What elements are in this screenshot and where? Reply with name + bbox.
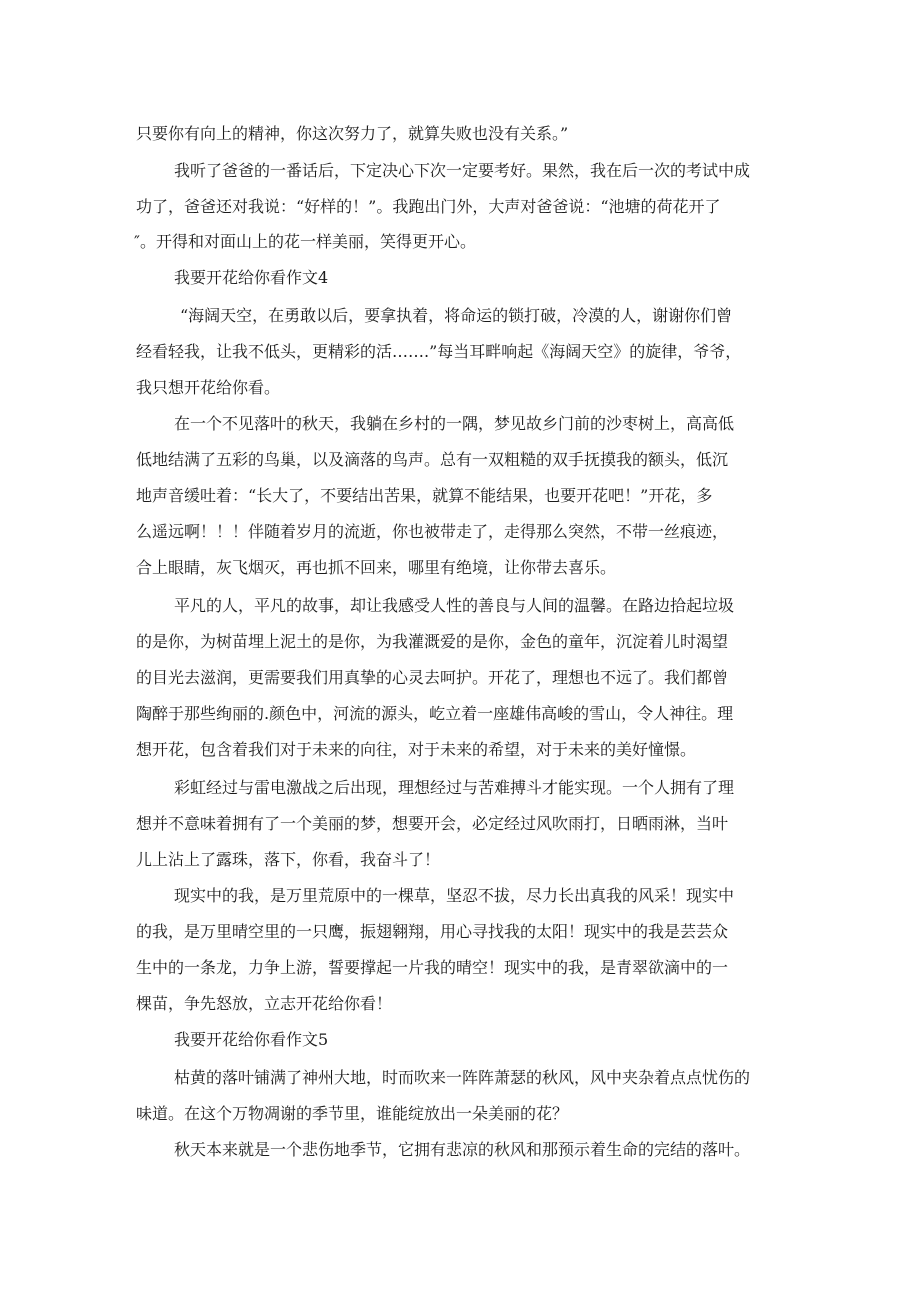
text-line: 儿上沾上了露珠，落下，你看，我奋斗了！ [136, 850, 441, 869]
text-line: 在一个不见落叶的秋天，我躺在乡村的一隅，梦见故乡门前的沙枣树上，高高低 [174, 414, 735, 433]
text-line: 的我，是万里晴空里的一只鹰，振翅翱翔，用心寻找我的太阳！现实中的我是芸芸众 [136, 922, 729, 941]
text-line: ″。开得和对面山上的花一样美丽，笑得更开心。 [134, 232, 476, 251]
text-line: 的是你，为树苗埋上泥土的是你，为我灌溉爱的是你，金色的童年，沉淀着儿时渴望 [136, 632, 729, 651]
text-line: 想开花，包含着我们对于未来的向往，对于未来的希望，对于未来的美好憧憬。 [136, 740, 697, 759]
text-line: 秋天本来就是一个悲伤地季节，它拥有悲凉的秋风和那预示着生命的完结的落叶。 [174, 1140, 751, 1159]
text-line: 平凡的人，平凡的故事，却让我感受人性的善良与人间的温馨。在路边拾起垃圾 [174, 596, 735, 615]
text-line: 么遥远啊！！！伴随着岁月的流逝，你也被带走了，走得那么突然，不带一丝痕迹， [136, 522, 729, 541]
section-heading: 我要开花给你看作文4 [174, 268, 329, 287]
text-line: 低地结满了五彩的鸟巢，以及滴落的鸟声。总有一双粗糙的双手抚摸我的额头，低沉 [136, 450, 729, 469]
text-line: 我听了爸爸的一番话后，下定决心下次一定要考好。果然，我在后一次的考试中成 [174, 161, 751, 180]
text-line: “海阔天空，在勇敢以后，要拿执着，将命运的锁打破，冷漠的人，谢谢你们曾 [180, 306, 733, 325]
text-line: 现实中的我，是万里荒原中的一棵草，坚忍不拔，尽力长出真我的风采！现实中 [174, 886, 735, 905]
text-line: 生中的一条龙，力争上游，誓要撑起一片我的晴空！现实中的我，是青翠欲滴中的一 [136, 958, 729, 977]
text-line: 的目光去滋润，更需要我们用真挚的心灵去呵护。开花了，理想也不远了。我们都曾 [136, 668, 729, 687]
text-line: 只要你有向上的精神，你这次努力了，就算失败也没有关系。” [136, 124, 569, 143]
text-line: 经看轻我，让我不低头，更精彩的活…….”每当耳畔响起《海阔天空》的旋律，爷爷， [136, 342, 742, 361]
text-line: 陶醉于那些绚丽的.颜色中，河流的源头，屹立着一座雄伟高峻的雪山，令人神往。理 [136, 704, 734, 723]
section-heading: 我要开花给你看作文5 [174, 1030, 329, 1049]
text-line: 功了，爸爸还对我说：“好样的！”。我跑出门外，大声对爸爸说：“池塘的荷花开了 [136, 197, 721, 216]
text-line: 合上眼睛，灰飞烟灭，再也抓不回来，哪里有绝境，让你带去喜乐。 [136, 558, 617, 577]
text-line: 棵苗，争先怒放，立志开花给你看！ [136, 994, 393, 1013]
text-line: 味道。在这个万物凋谢的季节里，谁能绽放出一朵美丽的花？ [136, 1104, 569, 1123]
text-line: 枯黄的落叶铺满了神州大地，时而吹来一阵阵萧瑟的秋风，风中夹杂着点点忧伤的 [174, 1068, 751, 1087]
text-line: 地声音缓吐着：“长大了，不要结出苦果，就算不能结果，也要开花吧！”开花，多 [136, 486, 713, 505]
text-line: 想并不意味着拥有了一个美丽的梦，想要开会，必定经过风吹雨打，日晒雨淋，当叶 [136, 814, 729, 833]
text-line: 彩虹经过与雷电激战之后出现，理想经过与苦难搏斗才能实现。一个人拥有了理 [174, 778, 735, 797]
text-line: 我只想开花给你看。 [136, 378, 281, 397]
